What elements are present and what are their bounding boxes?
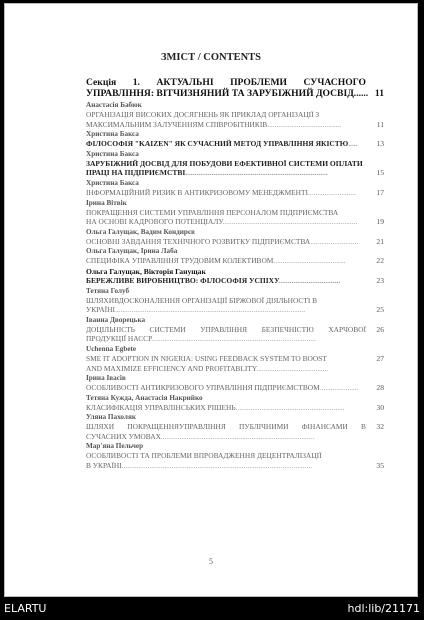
entry-title-text: ШЛЯХИВДОСКОНАЛЕННЯ ОРГАНІЗАЦІЇ БІРЖОВОЇ ДІЯЛЬНОСТІ В — [86, 295, 318, 305]
toc-entry — [86, 130, 384, 149]
entry-title-text: ОСОБЛИВОСТІ ТА ПРОБЛЕМИ ВПРОВАДЖЕННЯ ДЕЦЕНТРАЛІЗАЦІЇ — [86, 451, 322, 461]
entry-author: Тетяна Голуб — [86, 286, 130, 295]
entry-author: Христина Бакса — [86, 149, 139, 158]
entry-author: Христина Бакса — [86, 130, 139, 139]
entry-author: Ірина Вітвік — [86, 198, 127, 207]
entry-title-line — [86, 237, 384, 247]
leader-dots: ........................................................... — [235, 402, 345, 412]
entry-title-line — [86, 383, 384, 393]
toc-entry — [86, 374, 384, 393]
entry-title-text: ПРАЦІ НА ПІДПРИЄМСТВІ — [86, 168, 186, 178]
section-heading-line-1: Секція 1. АКТУАЛЬНІ ПРОБЛЕМИ СУЧАСНОГО — [86, 77, 366, 88]
entry-author: Іванна Дворецька — [86, 315, 146, 324]
footer-handle: hdl:lib/21171 — [347, 602, 420, 615]
entry-title-text: ПОКРАЩЕННЯ СИСТЕМИ УПРАВЛІННЯ ПЕРСОНАЛОМ ПІДПРИЄМСТВА — [86, 207, 339, 217]
entry-title-text: ОРГАНІЗАЦІЯ ВИСОКИХ ДОСЯГНЕНЬ ЯК ПРИКЛАД ОРГАНІЗАЦІЇ З — [86, 110, 320, 119]
entry-author: Uchenna Egbete — [86, 344, 137, 353]
entry-page-number: 25 — [376, 305, 384, 315]
toc-entry — [86, 394, 384, 413]
entry-title-text: ФІЛОСОФІЯ "KAIZEN" ЯК СУЧАСНИЙ МЕТОД УПРАВЛІННЯ ЯКІСТЮ — [86, 139, 349, 149]
entry-title-text: SME IT ADOPTION IN NIGERIA: USING FEEDBACK SYSTEM TO BOOST — [86, 353, 327, 363]
leader-dots: ....................................... — [273, 256, 346, 266]
toc-entry — [86, 101, 384, 129]
leader-dots: ..................... — [319, 383, 359, 393]
entry-title-text: ШЛЯХИ ПОКРАЩЕННЯУПРАВЛІННЯ ПУБЛІЧНИМИ ФІНАНСАМИ В — [86, 422, 366, 432]
toc-entry — [86, 287, 384, 315]
entry-title-text: СПЕЦИФІКА УПРАВЛІННЯ ТРУДОВИМ КОЛЕКТИВОМ — [86, 256, 274, 266]
leader-dots: ................................................................................... — [160, 431, 315, 441]
entry-title-line — [86, 334, 384, 344]
entry-author: Анастасія Бабюк — [86, 101, 142, 109]
entry-title-line — [86, 432, 384, 442]
page-number: 5 — [209, 557, 213, 566]
entry-page-number: 13 — [376, 139, 384, 149]
entry-author: Уляна Пахоляк — [86, 413, 136, 422]
entry-title-text: ДОЦІЛЬНІСТЬ СИСТЕМИ УПРАВЛІННЯ БЕЗПЕЧНІСТЮ ХАРЧОВОЇ — [86, 324, 366, 334]
entry-title-text: ІНФОРМАЦІЙНИЙ РИЗИК В АНТИКРИЗОВОМУ МЕНЕДЖМЕНТІ — [86, 187, 308, 197]
entry-title-line — [86, 305, 384, 315]
entry-author: Ольга Галущак, Ірина Лаба — [86, 247, 178, 256]
entry-title-text: БЕРЕЖЛИВЕ ВИРОБНИЦТВО: ФІЛОСОФІЯ УСПІХУ — [86, 275, 279, 285]
leader-dots: .......................... — [307, 187, 357, 197]
leader-dots: ......................................................................... — [222, 217, 358, 227]
entry-title-text: В УКРАЇНІ — [86, 461, 122, 471]
toc-entry — [86, 150, 384, 178]
entry-title-line — [86, 461, 384, 471]
entry-title-line — [86, 451, 384, 461]
toc-entry — [86, 413, 384, 441]
section-heading-line-2: УПРАВЛІННЯ: ВІТЧИЗНЯНИЙ ТА ЗАРУБІЖНИЙ ДОСВІД...... — [86, 88, 369, 99]
entry-page-number: 28 — [376, 383, 384, 393]
entry-title-line — [86, 159, 384, 169]
toc-entry — [86, 345, 384, 373]
footer-bar — [0, 598, 424, 620]
entry-page-number: 11 — [376, 119, 384, 129]
toc-entry — [86, 179, 384, 198]
leader-dots: .......................... — [310, 236, 359, 246]
entry-author: Ольга Галущак, Вікторія Ганущак — [86, 266, 206, 276]
entry-title-text: МАКСИМАЛЬНИМ ЗАЛУЧЕННЯМ СПІВРОБІТНИКІВ — [86, 119, 268, 129]
entry-title-text: ОСОБЛИВОСТІ АНТИКРИЗОВОГО УПРАВЛІННЯ ПІДПРИЄМСТВОМ — [86, 383, 320, 393]
entry-page-number: 30 — [376, 402, 384, 412]
toc-entry — [86, 228, 384, 247]
entry-page-number: 27 — [376, 353, 384, 363]
entry-page-number: 23 — [376, 275, 384, 285]
entry-author: Мар'яна Пельчер — [86, 442, 144, 451]
entry-title-line — [86, 139, 384, 149]
entry-title-line — [86, 422, 384, 432]
entry-author: Христина Бакса — [86, 178, 139, 187]
entry-page-number: 21 — [376, 236, 384, 246]
entry-title-line — [86, 276, 384, 286]
toc-entry — [86, 442, 384, 470]
entry-title-line — [86, 110, 384, 120]
entry-page-number: 17 — [376, 187, 384, 197]
leader-dots: ....................................... — [256, 363, 329, 373]
entry-title-line — [86, 217, 384, 227]
table-of-contents — [86, 77, 384, 471]
entry-title-line — [86, 296, 384, 306]
toc-entry — [86, 267, 384, 286]
leader-dots: ....................................................................................................... — [121, 461, 313, 471]
entry-page-number: 19 — [376, 217, 384, 227]
entry-page-number: 22 — [376, 256, 384, 266]
entry-author: Тетяна Кужда, Анастасія Накрийко — [86, 393, 203, 402]
leader-dots: ........................................ — [267, 119, 342, 129]
entry-page-number: 35 — [376, 461, 384, 471]
leader-dots: ......................................................................................... — [151, 334, 316, 344]
section-page-number: 11 — [374, 88, 384, 99]
entry-title-line — [86, 256, 384, 266]
entry-title-text: ПРОДУКЦІЇ НАССР — [86, 334, 152, 344]
toc-entry — [86, 247, 384, 266]
leader-dots: ................................. — [278, 275, 341, 285]
entry-title-text: КЛАСИФІКАЦІЯ УПРАВЛІНСЬКИХ РІШЕНЬ — [86, 402, 236, 412]
entry-title-line — [86, 168, 384, 178]
entry-page-number: 26 — [376, 324, 384, 334]
entry-title-line — [86, 208, 384, 218]
entry-title-text: УКРАЇНІ — [86, 305, 115, 315]
leader-dots: ............................................................................ — [185, 168, 328, 178]
leader-dots: ....................................................................................................... — [114, 305, 306, 315]
entry-title-text: НА ОСНОВІ КАДРОВОГО ПОТЕНЦІАЛУ — [86, 217, 223, 227]
entry-author: Ірина Івасів — [86, 374, 126, 383]
entry-title-line — [86, 325, 384, 335]
entry-title-line — [86, 364, 384, 374]
toc-entry — [86, 316, 384, 344]
entry-title-text: AND MAXIMIZE EFFICIENCY AND PROFITABLITY — [86, 363, 257, 373]
entry-title-line — [86, 354, 384, 364]
entry-title-line — [86, 188, 384, 198]
entry-title-text: СУЧАСНИХ УМОВАХ — [86, 431, 161, 441]
entry-page-number: 15 — [376, 168, 384, 178]
entry-title-text: ОСНОВНІ ЗАВДАННЯ ТЕХНІЧНОГО РОЗВИТКУ ПІДПРИЄМСТВА — [86, 236, 311, 246]
toc-entry — [86, 199, 384, 227]
footer-repository-name: ELARTU — [4, 602, 47, 615]
section-heading — [86, 77, 384, 99]
entry-title-text: ЗАРУБІЖНИЙ ДОСВІД ДЛЯ ПОБУДОВИ ЕФЕКТИВНОЇ СИСТЕМИ ОПЛАТИ — [86, 158, 363, 168]
leader-dots: ..... — [348, 139, 358, 149]
document-page — [4, 3, 418, 597]
entry-title-line — [86, 403, 384, 413]
page-title: ЗМІСТ / CONTENTS — [160, 52, 262, 63]
entry-title-line — [86, 120, 384, 130]
entry-page-number: 32 — [376, 422, 384, 432]
entry-author: Ольга Галущак, Вадим Кондирєв — [86, 227, 195, 236]
